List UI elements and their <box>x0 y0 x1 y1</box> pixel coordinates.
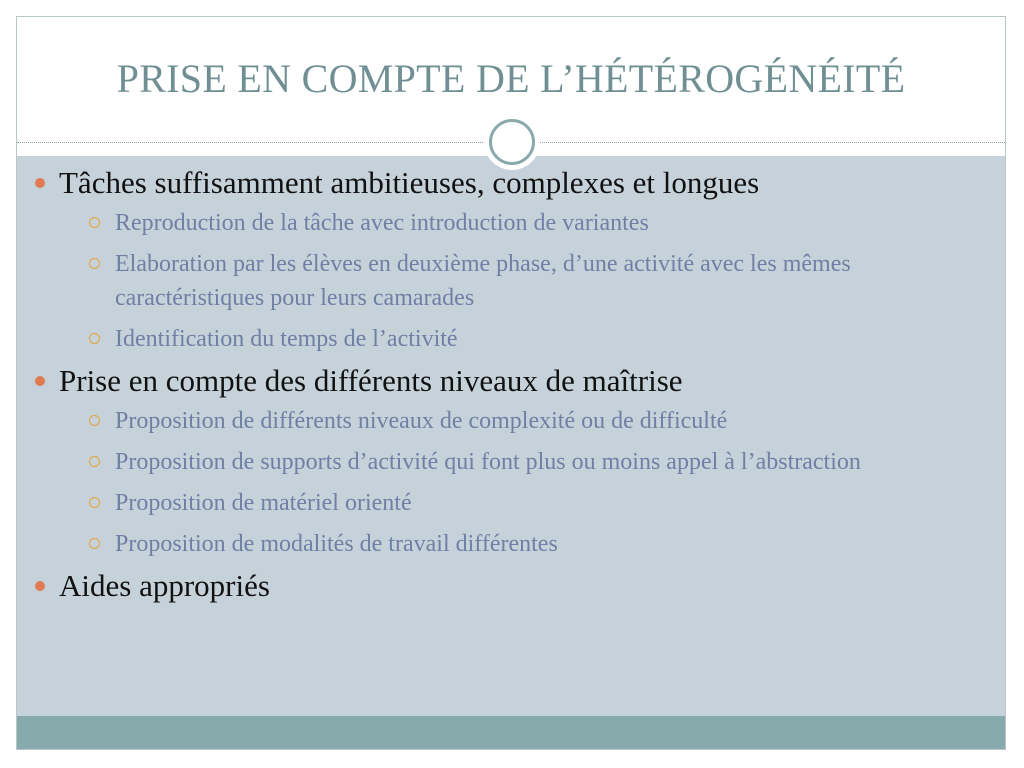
sub-bullet-text: Proposition de différents niveaux de complexité ou de difficulté <box>115 408 728 434</box>
sub-bullet-item <box>59 527 974 561</box>
filled-dot-icon <box>35 376 45 386</box>
sub-bullet-text: Proposition de supports d’activité qui font plus ou moins appel à l’abstraction <box>115 449 861 475</box>
sub-bullet-list <box>59 206 974 356</box>
hollow-circle-icon <box>89 415 100 426</box>
bullet-item <box>34 363 974 561</box>
sub-bullet-item <box>59 247 974 315</box>
slide-title: PRISE EN COMPTE DE L’HÉTÉROGÉNÉITÉ <box>116 56 906 101</box>
hollow-circle-icon <box>89 497 100 508</box>
sub-bullet-text: Proposition de modalités de travail différentes <box>115 531 558 557</box>
circle-ring-icon <box>484 114 540 170</box>
sub-bullet-item <box>59 445 974 479</box>
sub-bullet-list <box>59 404 974 561</box>
hollow-circle-icon <box>89 538 100 549</box>
bullet-list <box>34 165 974 604</box>
sub-bullet-text: Proposition de matériel orienté <box>115 490 412 516</box>
filled-dot-icon <box>35 581 45 591</box>
bullet-text: Prise en compte des différents niveaux de maîtrise <box>59 363 683 398</box>
sub-bullet-item <box>59 322 974 356</box>
bottom-band <box>17 716 1005 750</box>
sub-bullet-text: Reproduction de la tâche avec introduction de variantes <box>115 210 649 236</box>
filled-dot-icon <box>35 178 45 188</box>
bullet-item <box>34 165 974 356</box>
sub-bullet-item <box>59 404 974 438</box>
sub-bullet-item <box>59 486 974 520</box>
hollow-circle-icon <box>89 333 100 344</box>
sub-bullet-item <box>59 206 974 240</box>
sub-bullet-text: Identification du temps de l’activité <box>115 326 458 352</box>
hollow-circle-icon <box>89 258 100 269</box>
sub-bullet-text: Elaboration par les élèves en deuxième phase, d’une activité avec les mêmes caractéristiques pour leurs camarades <box>115 251 851 311</box>
hollow-circle-icon <box>89 456 100 467</box>
bullet-text: Aides appropriés <box>59 568 270 603</box>
bullet-item <box>34 568 974 604</box>
hollow-circle-icon <box>89 217 100 228</box>
bullet-text: Tâches suffisamment ambitieuses, complexes et longues <box>59 165 760 200</box>
